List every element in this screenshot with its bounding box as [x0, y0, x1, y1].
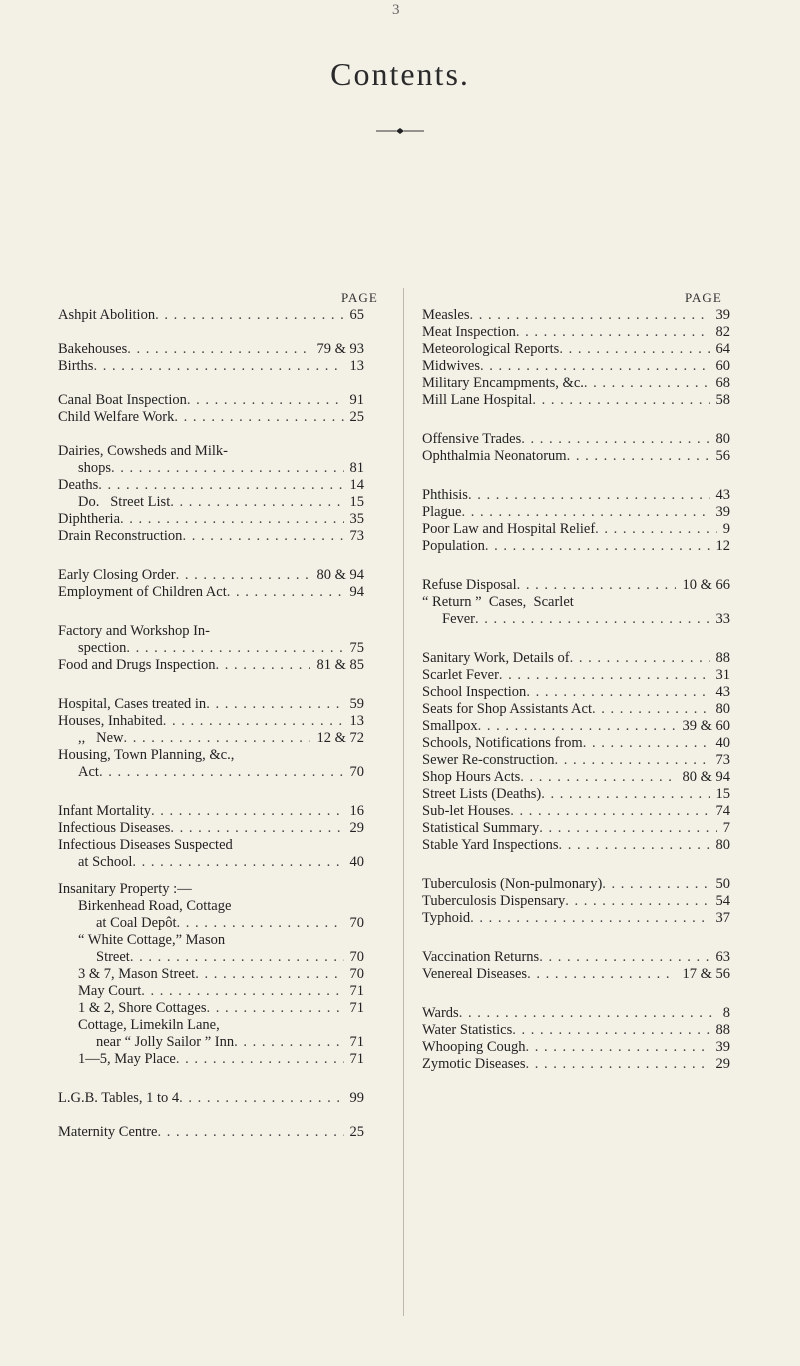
- index-entry: Phthisis . . . 43: [422, 487, 730, 504]
- index-entry-heading: “ White Cottage,” Mason: [78, 932, 226, 948]
- left-column: [58, 307, 364, 1141]
- right-page-heading: PAGE: [685, 290, 722, 305]
- index-entry: Ophthalmia Neonatorum . . . 56: [422, 448, 730, 465]
- index-entry: Sub-let Houses . . . 74: [422, 803, 730, 820]
- index-entry: Typhoid . . . 37: [422, 910, 730, 927]
- index-entry-heading: Factory and Workshop In-: [58, 623, 210, 639]
- index-entry: near “ Jolly Sailor ” Inn . . . 71: [58, 1034, 364, 1051]
- index-entry: Mill Lane Hospital . . . 58: [422, 392, 730, 409]
- index-entry: Canal Boat Inspection . . . 91: [58, 392, 364, 409]
- right-column: [422, 307, 730, 1073]
- index-entry: Houses, Inhabited . . . 13: [58, 713, 364, 730]
- index-entry: Refuse Disposal . . . 10 & 66: [422, 577, 730, 594]
- left-page-heading: PAGE: [341, 290, 378, 305]
- index-entry: Employment of Children Act . . . 94: [58, 584, 364, 601]
- index-entry: Midwives . . . 60: [422, 358, 730, 375]
- index-entry: 1 & 2, Shore Cottages . . . 71: [58, 1000, 364, 1017]
- index-entry-heading: Birkenhead Road, Cottage: [78, 898, 232, 914]
- index-entry: Schools, Notifications from . . . 40: [422, 735, 730, 752]
- index-entry: Act . . . 70: [58, 764, 364, 781]
- index-entry: Drain Reconstruction . . . 73: [58, 528, 364, 545]
- index-entry: Sanitary Work, Details of . . . 88: [422, 650, 730, 667]
- index-entry: Whooping Cough . . . 39: [422, 1039, 730, 1056]
- index-entry: Water Statistics . . . 88: [422, 1022, 730, 1039]
- index-entry: Meat Inspection . . . 82: [422, 324, 730, 341]
- index-entry: Fever . . . 33: [422, 611, 730, 628]
- index-entry: Vaccination Returns . . . 63: [422, 949, 730, 966]
- index-entry-heading: Insanitary Property :—: [58, 881, 192, 897]
- index-entry: Wards . . . 8: [422, 1005, 730, 1022]
- index-entry: Maternity Centre . . . 25: [58, 1124, 364, 1141]
- index-entry: spection . . . 75: [58, 640, 364, 657]
- index-entry: Ashpit Abolition . . . 65: [58, 307, 364, 324]
- index-entry: Offensive Trades . . . 80: [422, 431, 730, 448]
- index-entry-heading: “ Return ” Cases, Scarlet: [422, 594, 574, 610]
- index-entry: Zymotic Diseases . . . 29: [422, 1056, 730, 1073]
- index-entry-heading: Dairies, Cowsheds and Milk-: [58, 443, 228, 459]
- index-entry: Tuberculosis Dispensary . . . 54: [422, 893, 730, 910]
- index-entry: 3 & 7, Mason Street . . . 70: [58, 966, 364, 983]
- index-entry: Smallpox . . . 39 & 60: [422, 718, 730, 735]
- index-entry: Do. Street List . . . 15: [58, 494, 364, 511]
- index-entry: Shop Hours Acts . . . 80 & 94: [422, 769, 730, 786]
- index-entry: Military Encampments, &c. . . . 68: [422, 375, 730, 392]
- index-entry: Births . . . 13: [58, 358, 364, 375]
- index-entry: Food and Drugs Inspection . . . 81 & 85: [58, 657, 364, 674]
- index-entry: Infectious Diseases . . . 29: [58, 820, 364, 837]
- index-entry: 1—5, May Place . . . 71: [58, 1051, 364, 1068]
- index-entry: Child Welfare Work . . . 25: [58, 409, 364, 426]
- index-entry: Hospital, Cases treated in . . . 59: [58, 696, 364, 713]
- index-entry: Venereal Diseases . . . 17 & 56: [422, 966, 730, 983]
- index-entry: Plague . . . 39: [422, 504, 730, 521]
- index-entry: Bakehouses . . . 79 & 93: [58, 341, 364, 358]
- index-entry: Measles . . . 39: [422, 307, 730, 324]
- index-entry: May Court . . . 71: [58, 983, 364, 1000]
- index-entry: Stable Yard Inspections . . . 80: [422, 837, 730, 854]
- index-entry-heading: Infectious Diseases Suspected: [58, 837, 233, 853]
- index-entry: shops . . . 81: [58, 460, 364, 477]
- index-entry: Tuberculosis (Non-pulmonary) . . . 50: [422, 876, 730, 893]
- index-entry: at School . . . 40: [58, 854, 364, 871]
- index-entry: Infant Mortality . . . 16: [58, 803, 364, 820]
- page-number: 3: [392, 2, 400, 18]
- index-entry: Deaths . . . 14: [58, 477, 364, 494]
- index-entry-heading: Cottage, Limekiln Lane,: [78, 1017, 220, 1033]
- index-entry: Meteorological Reports . . . 64: [422, 341, 730, 358]
- index-entry: Street . . . 70: [58, 949, 364, 966]
- divider-ornament: [376, 126, 424, 136]
- index-entry: Seats for Shop Assistants Act . . . 80: [422, 701, 730, 718]
- page-title: Contents.: [330, 56, 470, 92]
- index-entry: at Coal Depôt . . . 70: [58, 915, 364, 932]
- index-entry: School Inspection . . . 43: [422, 684, 730, 701]
- index-entry: Scarlet Fever . . . 31: [422, 667, 730, 684]
- index-entry: Population . . . 12: [422, 538, 730, 555]
- index-entry-heading: Housing, Town Planning, &c.,: [58, 747, 235, 763]
- index-entry: L.G.B. Tables, 1 to 4 . . . 99: [58, 1090, 364, 1107]
- column-divider: [403, 288, 404, 1316]
- index-entry: Diphtheria . . . 35: [58, 511, 364, 528]
- index-entry: Sewer Re-construction . . . 73: [422, 752, 730, 769]
- index-entry: ,, New . . . 12 & 72: [58, 730, 364, 747]
- index-entry: Early Closing Order . . . 80 & 94: [58, 567, 364, 584]
- index-entry: Poor Law and Hospital Relief . . . 9: [422, 521, 730, 538]
- index-entry: Street Lists (Deaths) . . . 15: [422, 786, 730, 803]
- index-entry: Statistical Summary . . . 7: [422, 820, 730, 837]
